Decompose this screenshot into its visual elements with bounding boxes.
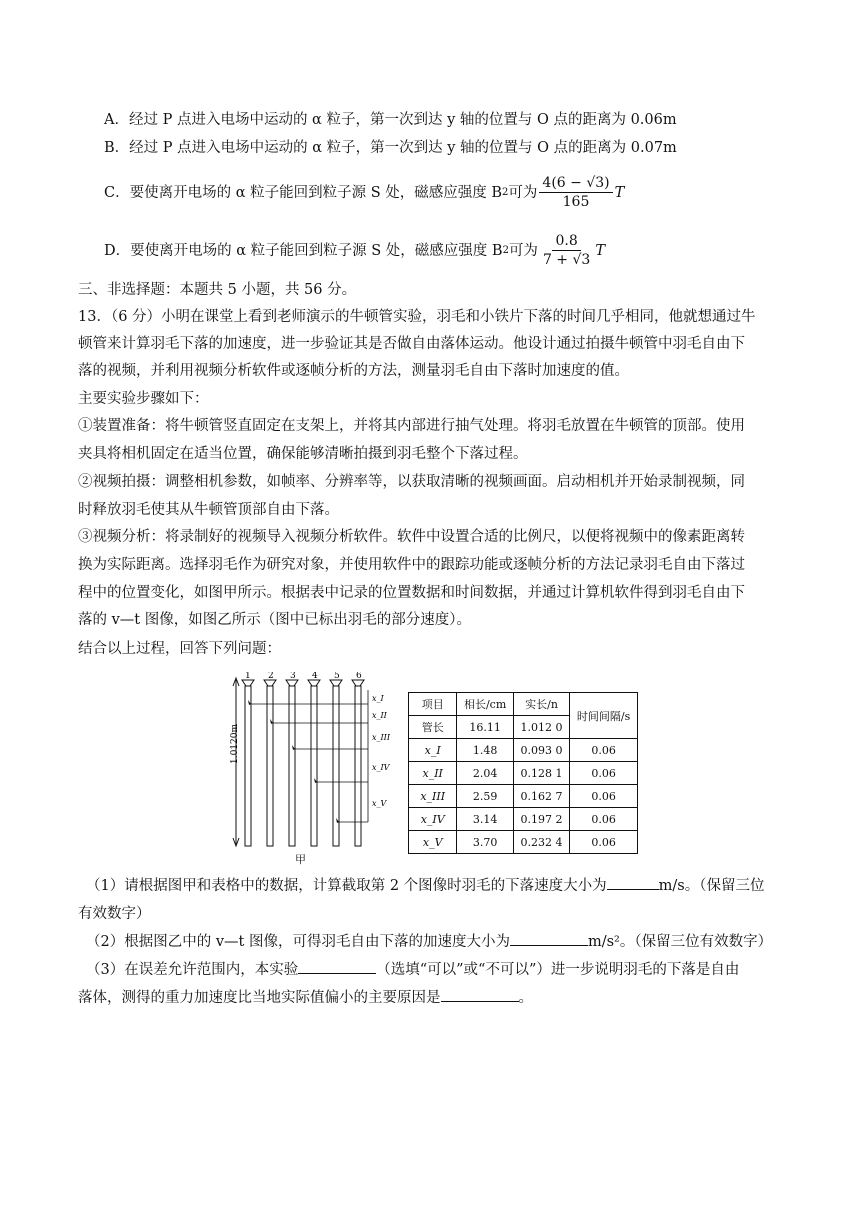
table-cell: 0.232 4 xyxy=(513,831,569,854)
q3-choice: （选填“可以”或“不可以”）进一步说明羽毛的下落是自由 xyxy=(376,962,740,978)
q1-unit: m/s。（保留三位 xyxy=(658,878,765,894)
step1-line2: 夹具将相机固定在适当位置，确保能够清晰拍摄到羽毛整个下落过程。 xyxy=(78,446,528,462)
table-header: 项目 xyxy=(409,693,457,716)
tube-number: 6 xyxy=(356,672,362,681)
table-cell: 0.128 1 xyxy=(513,762,569,785)
tubes xyxy=(242,680,364,846)
option-b: B．经过 P 点进入电场中运动的 α 粒子，第一次到达 y 轴的位置与 O 点的距离为 0.07m xyxy=(104,140,677,156)
step3-line2: 换为实际距离。选择羽毛作为研究对象，并使用软件中的跟踪功能或逐帧分析的方法记录羽毛自由下落过 xyxy=(78,557,745,573)
table-row xyxy=(409,785,638,808)
table-header: 实长/n xyxy=(513,693,569,716)
q13-line3: 落的视频，并利用视频分析软件或逐帧分析的方法，测量羽毛自由下落时加速度的值。 xyxy=(78,363,629,379)
table-cell: 3.14 xyxy=(457,808,513,831)
q13-line2: 顿管来计算羽毛下落的加速度，进一步验证其是否做自由落体运动。他设计通过拍摄牛顿管中羽毛自由下 xyxy=(78,336,745,352)
option-c-denominator: 165 xyxy=(562,194,590,210)
combine-text: 结合以上过程，回答下列问题： xyxy=(78,641,281,657)
q3-text: （3）在误差允许范围内，本实验 xyxy=(86,962,299,978)
step2-line2: 时释放羽毛使其从牛顿管顶部自由下落。 xyxy=(78,502,339,518)
option-d-fraction xyxy=(540,232,593,269)
table-header-row xyxy=(409,693,638,716)
tube-number: 2 xyxy=(268,672,274,681)
x-label: x_V xyxy=(372,799,387,808)
q1-line2: 有效数字） xyxy=(78,906,151,922)
step2-line1: ②视频拍摄：调整相机参数，如帧率、分辨率等，以获取清晰的视频画面。启动相机并开始录制视频，同 xyxy=(78,474,745,490)
length-label: 1.0120m xyxy=(230,723,240,764)
answer-blank-2[interactable] xyxy=(510,933,588,946)
q3-end: 。 xyxy=(518,990,533,1006)
q3-line2 xyxy=(78,988,533,1008)
figure-caption: 甲 xyxy=(295,853,306,866)
q1-text: （1）请根据图甲和表格中的数据，计算截取第 2 个图像时羽毛的下落速度大小为 xyxy=(86,878,607,894)
table-cell: 0.093 0 xyxy=(513,739,569,762)
step3-line1: ③视频分析：将录制好的视频导入视频分析软件。软件中设置合适的比例尺，以便将视频中的像素距离转 xyxy=(78,529,745,545)
table-cell: 管长 xyxy=(409,716,457,739)
x-label: x_II xyxy=(372,711,387,720)
step3-line3: 程中的位置变化，如图甲所示。根据表中记录的位置数据和时间数据，并通过计算机软件得到羽毛自由下 xyxy=(78,585,745,601)
tube-number: 5 xyxy=(334,672,340,681)
option-c-unit: T xyxy=(614,184,625,201)
q2-text: （2）根据图乙中的 v—t 图像，可得羽毛自由下落的加速度大小为 xyxy=(86,934,510,950)
tube-number: 3 xyxy=(290,672,296,681)
table-cell: 0.06 xyxy=(570,808,638,831)
option-d-numerator: 0.8 xyxy=(552,232,580,251)
data-table xyxy=(408,692,638,854)
option-d-sub: 2 xyxy=(502,244,509,256)
option-c-sub: 2 xyxy=(502,186,509,198)
x-label: x_III xyxy=(372,733,390,742)
q1-line1 xyxy=(86,876,765,896)
answer-blank-4[interactable] xyxy=(441,989,519,1002)
option-d-mid: 可为 xyxy=(508,242,538,259)
table-cell: 0.06 xyxy=(570,831,638,854)
table-cell: x_III xyxy=(409,785,457,808)
q3-text2: 落体，测得的重力加速度比当地实际值偏小的主要原因是 xyxy=(78,990,441,1006)
table-row xyxy=(409,762,638,785)
table-cell: 0.06 xyxy=(570,785,638,808)
tube-number: 4 xyxy=(312,672,318,681)
table-cell: 2.59 xyxy=(457,785,513,808)
option-c-text: C．要使离开电场的 α 粒子能回到粒子源 S 处，磁感应强度 B xyxy=(104,184,503,201)
table-row xyxy=(409,831,638,854)
option-d-denominator: 7 + √3 xyxy=(542,252,591,268)
table-cell: x_IV xyxy=(409,808,457,831)
x-label: x_I xyxy=(372,694,384,703)
table-cell: 0.06 xyxy=(570,762,638,785)
table-cell: 0.197 2 xyxy=(513,808,569,831)
option-d-text: D．要使离开电场的 α 粒子能回到粒子源 S 处，磁感应强度 B xyxy=(104,242,503,259)
experiment-figure xyxy=(228,672,638,858)
table-cell: x_II xyxy=(409,762,457,785)
option-c-numerator: 4(6 − √3) xyxy=(539,174,612,193)
option-d xyxy=(104,232,605,269)
option-a: A．经过 P 点进入电场中运动的 α 粒子，第一次到达 y 轴的位置与 O 点的距离为 0.06m xyxy=(104,112,677,128)
option-c xyxy=(104,174,624,211)
step3-line4: 落的 v—t 图像，如图乙所示（图中已标出羽毛的部分速度）。 xyxy=(78,612,471,628)
tube-number: 1 xyxy=(245,672,251,681)
table-cell: 2.04 xyxy=(457,762,513,785)
tube-diagram xyxy=(228,672,408,852)
x-label: x_IV xyxy=(372,763,390,772)
table-cell: x_V xyxy=(409,831,457,854)
q2-line xyxy=(86,932,772,952)
option-c-mid: 可为 xyxy=(508,184,538,201)
table-header: 相长/cm xyxy=(457,693,513,716)
section-title: 三、非选择题：本题共 5 小题，共 56 分。 xyxy=(78,282,357,298)
option-d-unit: T xyxy=(595,242,605,259)
option-c-fraction xyxy=(539,174,612,211)
table-header: 时间间隔/s xyxy=(570,693,638,739)
table-cell: 3.70 xyxy=(457,831,513,854)
table-cell: 16.11 xyxy=(457,716,513,739)
table-cell: 1.012 0 xyxy=(513,716,569,739)
step1-line1: ①装置准备：将牛顿管竖直固定在支架上，并将其内部进行抽气处理。将羽毛放置在牛顿管的顶部。使用 xyxy=(78,418,745,434)
table-cell: 0.162 7 xyxy=(513,785,569,808)
answer-blank-1[interactable] xyxy=(607,877,659,890)
table-row xyxy=(409,808,638,831)
q13-line1: 13．（6 分）小明在课堂上看到老师演示的牛顿管实验，羽毛和小铁片下落的时间几乎相同，他就想通过牛 xyxy=(78,309,756,325)
table-row xyxy=(409,739,638,762)
table-cell: x_I xyxy=(409,739,457,762)
table-cell: 1.48 xyxy=(457,739,513,762)
q2-unit: m/s²。（保留三位有效数字） xyxy=(587,934,773,950)
answer-blank-3[interactable] xyxy=(298,961,376,974)
table-cell: 0.06 xyxy=(570,739,638,762)
q3-line1 xyxy=(86,960,739,980)
steps-title: 主要实验步骤如下： xyxy=(78,391,209,407)
